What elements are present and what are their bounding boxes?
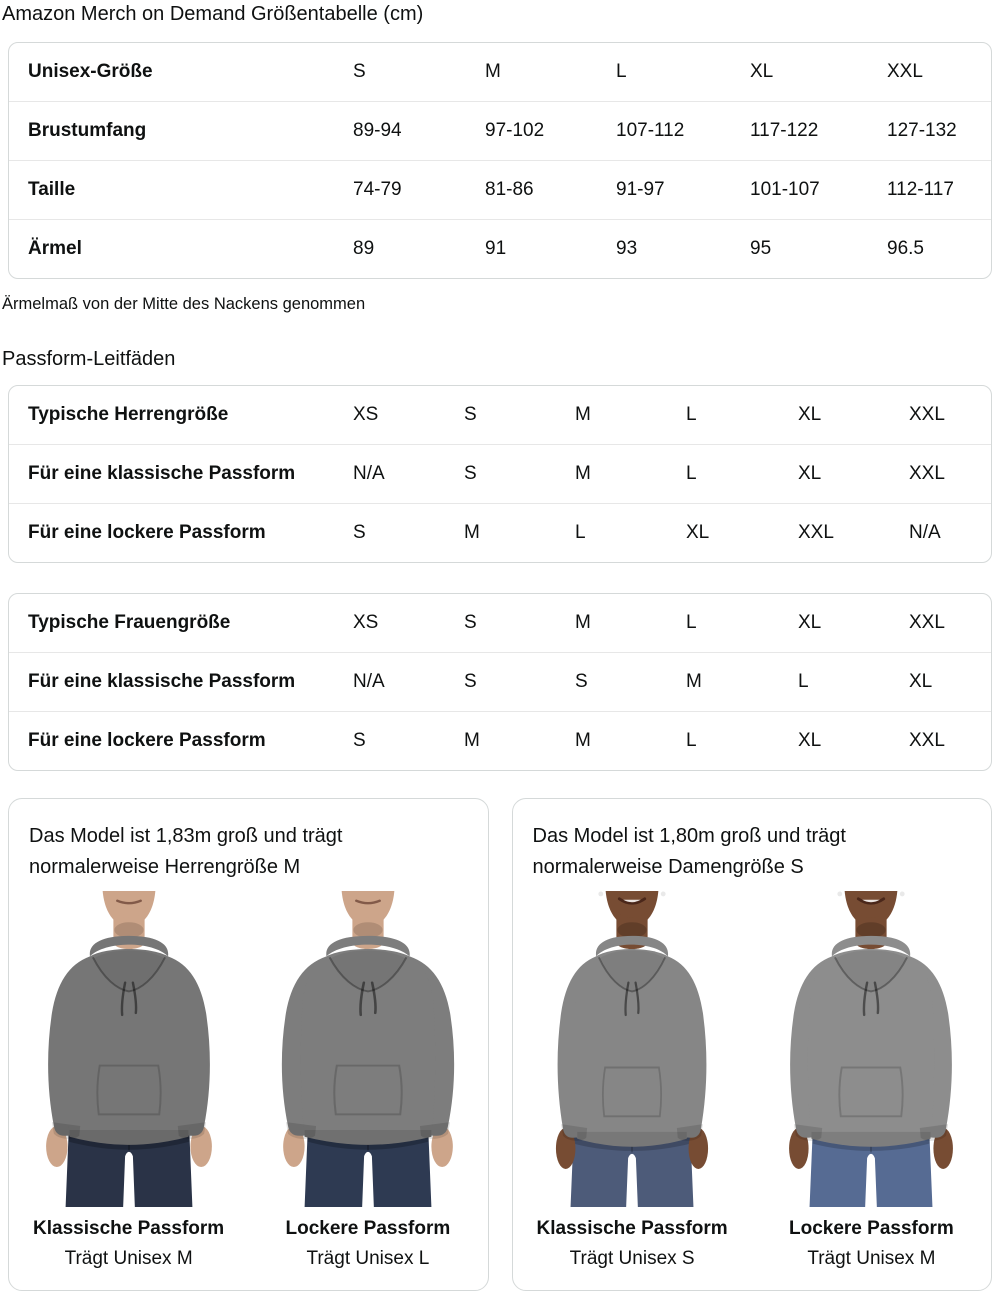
- value-cell: 117-122: [750, 120, 819, 141]
- row-label: Unisex-Größe: [28, 61, 153, 82]
- model-figure: [752, 891, 991, 1270]
- fit-label: Lockere Passform: [789, 1218, 954, 1239]
- figure-caption: [752, 1217, 991, 1270]
- earring: [598, 891, 603, 896]
- size-col-header: S: [353, 61, 366, 82]
- value-cell: L: [686, 463, 697, 484]
- value-cell: L: [686, 404, 697, 425]
- model-figure: [9, 891, 248, 1270]
- value-cell: 127-132: [887, 120, 957, 141]
- value-cell: XXL: [798, 522, 834, 543]
- earring: [900, 891, 905, 896]
- value-cell: N/A: [353, 671, 385, 692]
- figure-caption: [9, 1217, 248, 1270]
- model-figure: [248, 891, 487, 1270]
- value-cell: L: [575, 522, 586, 543]
- value-cell: XS: [353, 404, 379, 425]
- model-photo: [534, 891, 730, 1207]
- table-row: [9, 101, 991, 160]
- value-cell: 81-86: [485, 179, 534, 200]
- fit-label: Klassische Passform: [536, 1218, 728, 1239]
- value-cell: N/A: [909, 522, 941, 543]
- size-label: Trägt Unisex S: [569, 1248, 695, 1269]
- table-row: [9, 219, 991, 278]
- value-cell: M: [464, 522, 480, 543]
- value-cell: S: [353, 522, 366, 543]
- value-cell: XL: [798, 463, 822, 484]
- value-cell: 74-79: [353, 179, 402, 200]
- table-row: [9, 444, 991, 503]
- earring: [661, 891, 666, 896]
- figure-caption: [513, 1217, 752, 1270]
- size-label: Trägt Unisex M: [807, 1248, 936, 1269]
- size-col-header: XXL: [887, 61, 923, 82]
- value-cell: XL: [798, 404, 822, 425]
- earring: [838, 891, 843, 896]
- size-label: Trägt Unisex M: [64, 1248, 193, 1269]
- model-photo: [31, 891, 227, 1207]
- value-cell: L: [798, 671, 809, 692]
- table-header-row: [9, 43, 991, 101]
- value-cell: 91: [485, 238, 507, 259]
- hoodie: [790, 936, 952, 1147]
- row-label: Für eine klassische Passform: [28, 463, 296, 484]
- value-cell: S: [464, 404, 477, 425]
- row-label: Taille: [28, 179, 76, 200]
- figure-row: [9, 891, 488, 1270]
- table-row: [9, 503, 991, 562]
- value-cell: L: [686, 730, 697, 751]
- model-card-women: [512, 798, 993, 1291]
- model-photo: [270, 891, 466, 1207]
- value-cell: XL: [909, 671, 933, 692]
- sleeve-measure-footnote: Ärmelmaß von der Mitte des Nackens genommen: [2, 295, 366, 313]
- model-photo: [773, 891, 969, 1207]
- value-cell: XXL: [909, 404, 945, 425]
- value-cell: XL: [798, 612, 822, 633]
- row-label: Typische Frauengröße: [28, 612, 231, 633]
- value-cell: 93: [616, 238, 638, 259]
- mens-fit-table: [8, 385, 992, 563]
- size-col-header: M: [485, 61, 501, 82]
- value-cell: XXL: [909, 463, 945, 484]
- figure-caption: [248, 1217, 487, 1270]
- size-col-header: XL: [750, 61, 774, 82]
- value-cell: 107-112: [616, 120, 685, 141]
- value-cell: XL: [798, 730, 822, 751]
- table-row: [9, 594, 991, 652]
- model-figure: [513, 891, 752, 1270]
- value-cell: S: [464, 463, 477, 484]
- value-cell: S: [353, 730, 366, 751]
- hoodie: [558, 936, 707, 1147]
- value-cell: M: [575, 463, 591, 484]
- table-row: [9, 386, 991, 444]
- page-title: Amazon Merch on Demand Größentabelle (cm): [2, 3, 424, 25]
- row-label: Für eine lockere Passform: [28, 730, 266, 751]
- table-row: [9, 711, 991, 770]
- value-cell: 89-94: [353, 120, 402, 141]
- value-cell: N/A: [353, 463, 385, 484]
- size-guide-page: [0, 2, 1000, 1291]
- value-cell: 112-117: [887, 179, 954, 200]
- value-cell: XXL: [909, 730, 945, 751]
- value-cell: M: [575, 730, 591, 751]
- table-row: [9, 160, 991, 219]
- value-cell: S: [464, 612, 477, 633]
- fit-guides-heading: Passform-Leitfäden: [2, 348, 176, 370]
- card-description: Das Model ist 1,80m groß und trägt normalerweise Damengröße S: [532, 825, 846, 878]
- card-description: Das Model ist 1,83m groß und trägt normalerweise Herrengröße M: [29, 825, 343, 878]
- figure-row: [513, 891, 992, 1270]
- value-cell: S: [575, 671, 588, 692]
- value-cell: 95: [750, 238, 772, 259]
- size-col-header: L: [616, 61, 627, 82]
- value-cell: XL: [686, 522, 710, 543]
- size-label: Trägt Unisex L: [306, 1248, 430, 1269]
- fit-label: Klassische Passform: [33, 1218, 225, 1239]
- value-cell: M: [686, 671, 702, 692]
- value-cell: M: [575, 404, 591, 425]
- value-cell: 96.5: [887, 238, 924, 259]
- model-card-men: [8, 798, 489, 1291]
- value-cell: XXL: [909, 612, 945, 633]
- unisex-size-table: [8, 42, 992, 279]
- model-cards: [8, 798, 992, 1291]
- value-cell: 91-97: [616, 179, 665, 200]
- value-cell: M: [575, 612, 591, 633]
- row-label: Typische Herrengröße: [28, 404, 229, 425]
- row-label: Für eine lockere Passform: [28, 522, 266, 543]
- value-cell: M: [464, 730, 480, 751]
- row-label: Ärmel: [28, 238, 82, 259]
- value-cell: XS: [353, 612, 379, 633]
- row-label: Für eine klassische Passform: [28, 671, 296, 692]
- value-cell: 97-102: [485, 120, 545, 141]
- womens-fit-table: [8, 593, 992, 771]
- value-cell: 101-107: [750, 179, 820, 200]
- table-row: [9, 652, 991, 711]
- value-cell: S: [464, 671, 477, 692]
- fit-label: Lockere Passform: [285, 1218, 451, 1239]
- row-label: Brustumfang: [28, 120, 147, 141]
- value-cell: 89: [353, 238, 375, 259]
- value-cell: L: [686, 612, 697, 633]
